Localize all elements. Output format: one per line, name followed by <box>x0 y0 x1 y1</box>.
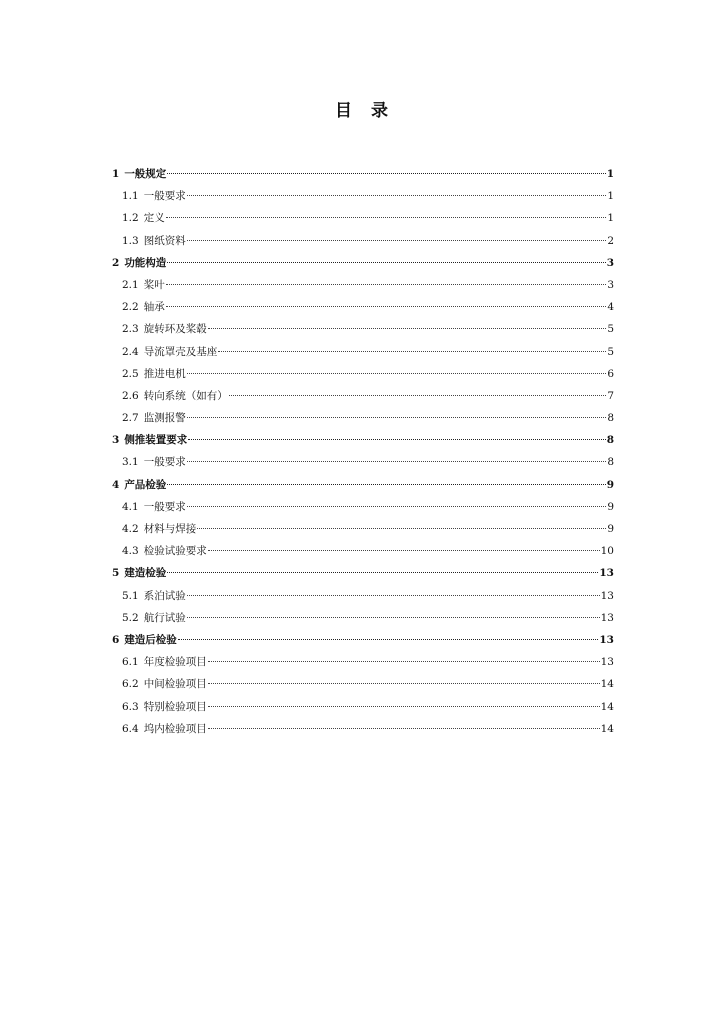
toc-entry-page: 3 <box>606 256 614 269</box>
toc-entry-label: 一般规定 <box>124 168 167 180</box>
toc-leader-dots <box>166 284 607 285</box>
toc-entry-number: 2.2 <box>122 301 139 314</box>
toc-chapter-entry[interactable] <box>112 252 614 274</box>
toc-entry-page: 5 <box>607 345 614 358</box>
toc-entry-label: 功能构造 <box>124 256 167 269</box>
toc-entry-page: 14 <box>600 700 614 713</box>
toc-entry-number: 2 <box>112 256 120 269</box>
toc-entry-page: 1 <box>607 190 614 203</box>
toc-section-entry[interactable] <box>112 363 614 385</box>
toc-leader-dots <box>167 262 605 263</box>
toc-leader-dots <box>208 328 607 329</box>
toc-leader-dots <box>197 528 606 529</box>
toc-entry-page: 9 <box>607 500 614 513</box>
toc-entry-page: 14 <box>600 678 614 691</box>
toc-entry-number: 1.3 <box>122 234 139 247</box>
toc-entry-number: 2.7 <box>122 412 139 425</box>
toc-entry-label: 产品检验 <box>124 478 167 491</box>
toc-entry-number: 1.1 <box>122 190 139 203</box>
toc-section-entry[interactable] <box>112 673 614 695</box>
toc-entry-page: 5 <box>607 323 614 336</box>
toc-section-entry[interactable] <box>112 185 614 207</box>
toc-leader-dots <box>187 617 600 618</box>
toc-entry-label: 转向系统（如有） <box>143 389 228 402</box>
toc-entry-number: 5.1 <box>122 589 139 602</box>
toc-entry-label: 检验试验要求 <box>143 545 207 558</box>
toc-entry-page: 4 <box>607 301 614 314</box>
toc-entry-page: 13 <box>599 567 614 580</box>
toc-section-entry[interactable] <box>112 651 614 673</box>
toc-leader-dots <box>187 595 600 596</box>
toc-entry-label: 旋转环及桨毂 <box>143 323 207 336</box>
toc-section-entry[interactable] <box>112 718 614 740</box>
toc-entry-label: 轴承 <box>143 301 165 314</box>
toc-leader-dots <box>208 683 600 684</box>
toc-leader-dots <box>208 706 600 707</box>
toc-entry-number: 5 <box>112 567 120 580</box>
toc-entry-number: 6.4 <box>122 722 139 735</box>
toc-entry-page: 7 <box>607 389 614 402</box>
toc-entry-number: 4.2 <box>122 523 139 535</box>
toc-entry-number: 2.5 <box>122 367 139 380</box>
toc-leader-dots <box>166 306 607 307</box>
toc-entry-number: 4 <box>112 478 120 491</box>
toc-entry-page: 8 <box>606 434 614 447</box>
toc-entry-page: 1 <box>606 168 614 180</box>
toc-title-char-1: 目 <box>335 101 353 121</box>
toc-entry-label: 桨叶 <box>143 278 165 291</box>
toc-entry-label: 航行试验 <box>143 611 186 624</box>
toc-section-entry[interactable] <box>112 607 614 629</box>
toc-entry-label: 一般要求 <box>143 500 186 513</box>
toc-leader-dots <box>187 461 607 462</box>
toc-entry-label: 推进电机 <box>143 367 186 380</box>
toc-entry-page: 13 <box>600 611 614 624</box>
toc-entry-number: 4.3 <box>122 545 139 558</box>
toc-section-entry[interactable] <box>112 385 614 407</box>
toc-entry-number: 3 <box>112 434 120 447</box>
toc-entry-page: 13 <box>599 633 614 646</box>
toc-chapter-entry[interactable] <box>112 629 614 651</box>
toc-leader-dots <box>187 506 607 507</box>
toc-entry-page: 6 <box>607 367 614 380</box>
toc-section-entry[interactable] <box>112 318 614 340</box>
toc-entry-label: 建造后检验 <box>124 633 177 646</box>
toc-leader-dots <box>208 661 600 662</box>
toc-leader-dots <box>187 373 607 374</box>
toc-entry-number: 1.2 <box>122 212 139 225</box>
table-of-contents <box>112 163 614 740</box>
toc-section-entry[interactable] <box>112 696 614 718</box>
toc-leader-dots <box>187 240 607 241</box>
toc-section-entry[interactable] <box>112 274 614 296</box>
toc-entry-page: 2 <box>607 234 614 247</box>
toc-section-entry[interactable] <box>112 296 614 318</box>
toc-entry-label: 年度检验项目 <box>143 656 207 669</box>
toc-entry-label: 定义 <box>143 212 165 225</box>
toc-title <box>0 96 724 121</box>
toc-entry-number: 6.3 <box>122 700 139 713</box>
toc-entry-page: 9 <box>607 523 614 535</box>
toc-chapter-entry[interactable] <box>112 562 614 584</box>
toc-entry-page: 10 <box>600 545 614 558</box>
toc-chapter-entry[interactable] <box>112 474 614 496</box>
toc-leader-dots <box>208 550 600 551</box>
toc-entry-number: 6.2 <box>122 678 139 691</box>
toc-entry-page: 13 <box>600 656 614 669</box>
toc-entry-label: 建造检验 <box>124 567 167 580</box>
toc-entry-label: 监测报警 <box>143 412 186 425</box>
toc-section-entry[interactable] <box>112 496 614 518</box>
toc-entry-number: 4.1 <box>122 500 139 513</box>
toc-entry-number: 1 <box>112 168 120 180</box>
toc-chapter-entry[interactable] <box>112 163 614 185</box>
toc-entry-label: 一般要求 <box>143 190 186 203</box>
toc-entry-label: 导流罩壳及基座 <box>143 345 218 358</box>
toc-entry-number: 6 <box>112 633 120 646</box>
toc-entry-page: 9 <box>606 478 614 491</box>
toc-entry-page: 3 <box>607 278 614 291</box>
toc-leader-dots <box>167 173 605 174</box>
toc-entry-label: 图纸资料 <box>143 234 186 247</box>
toc-leader-dots <box>167 484 605 485</box>
toc-section-entry[interactable] <box>112 207 614 229</box>
toc-section-entry[interactable] <box>112 407 614 429</box>
toc-entry-label: 特别检验项目 <box>143 700 207 713</box>
toc-entry-page: 14 <box>600 722 614 735</box>
toc-leader-dots <box>187 195 607 196</box>
toc-entry-number: 3.1 <box>122 456 139 469</box>
toc-title-char-2: 录 <box>371 101 389 121</box>
toc-entry-label: 系泊试验 <box>143 589 186 602</box>
toc-leader-dots <box>208 728 600 729</box>
toc-leader-dots <box>218 351 606 352</box>
toc-section-entry[interactable] <box>112 518 614 540</box>
toc-section-entry[interactable] <box>112 451 614 473</box>
toc-entry-label: 一般要求 <box>143 456 186 469</box>
toc-entry-page: 8 <box>607 456 614 469</box>
toc-entry-page: 13 <box>600 589 614 602</box>
toc-entry-number: 2.6 <box>122 389 139 402</box>
toc-entry-number: 2.1 <box>122 278 139 291</box>
toc-section-entry[interactable] <box>112 230 614 252</box>
toc-leader-dots <box>178 639 599 640</box>
toc-entry-number: 2.4 <box>122 345 139 358</box>
toc-section-entry[interactable] <box>112 540 614 562</box>
toc-leader-dots <box>229 395 607 396</box>
toc-leader-dots <box>166 217 607 218</box>
toc-entry-number: 5.2 <box>122 611 139 624</box>
toc-leader-dots <box>187 417 607 418</box>
toc-leader-dots <box>188 439 605 440</box>
toc-entry-label: 材料与焊接 <box>143 523 197 535</box>
toc-entry-page: 8 <box>607 412 614 425</box>
toc-entry-label: 中间检验项目 <box>143 678 207 691</box>
toc-leader-dots <box>167 572 598 573</box>
toc-entry-label: 侧推装置要求 <box>124 434 188 447</box>
toc-chapter-entry[interactable] <box>112 429 614 451</box>
toc-entry-number: 6.1 <box>122 656 139 669</box>
toc-entry-label: 坞内检验项目 <box>143 722 207 735</box>
toc-entry-page: 1 <box>607 212 614 225</box>
toc-section-entry[interactable] <box>112 585 614 607</box>
toc-section-entry[interactable] <box>112 341 614 363</box>
toc-entry-number: 2.3 <box>122 323 139 336</box>
